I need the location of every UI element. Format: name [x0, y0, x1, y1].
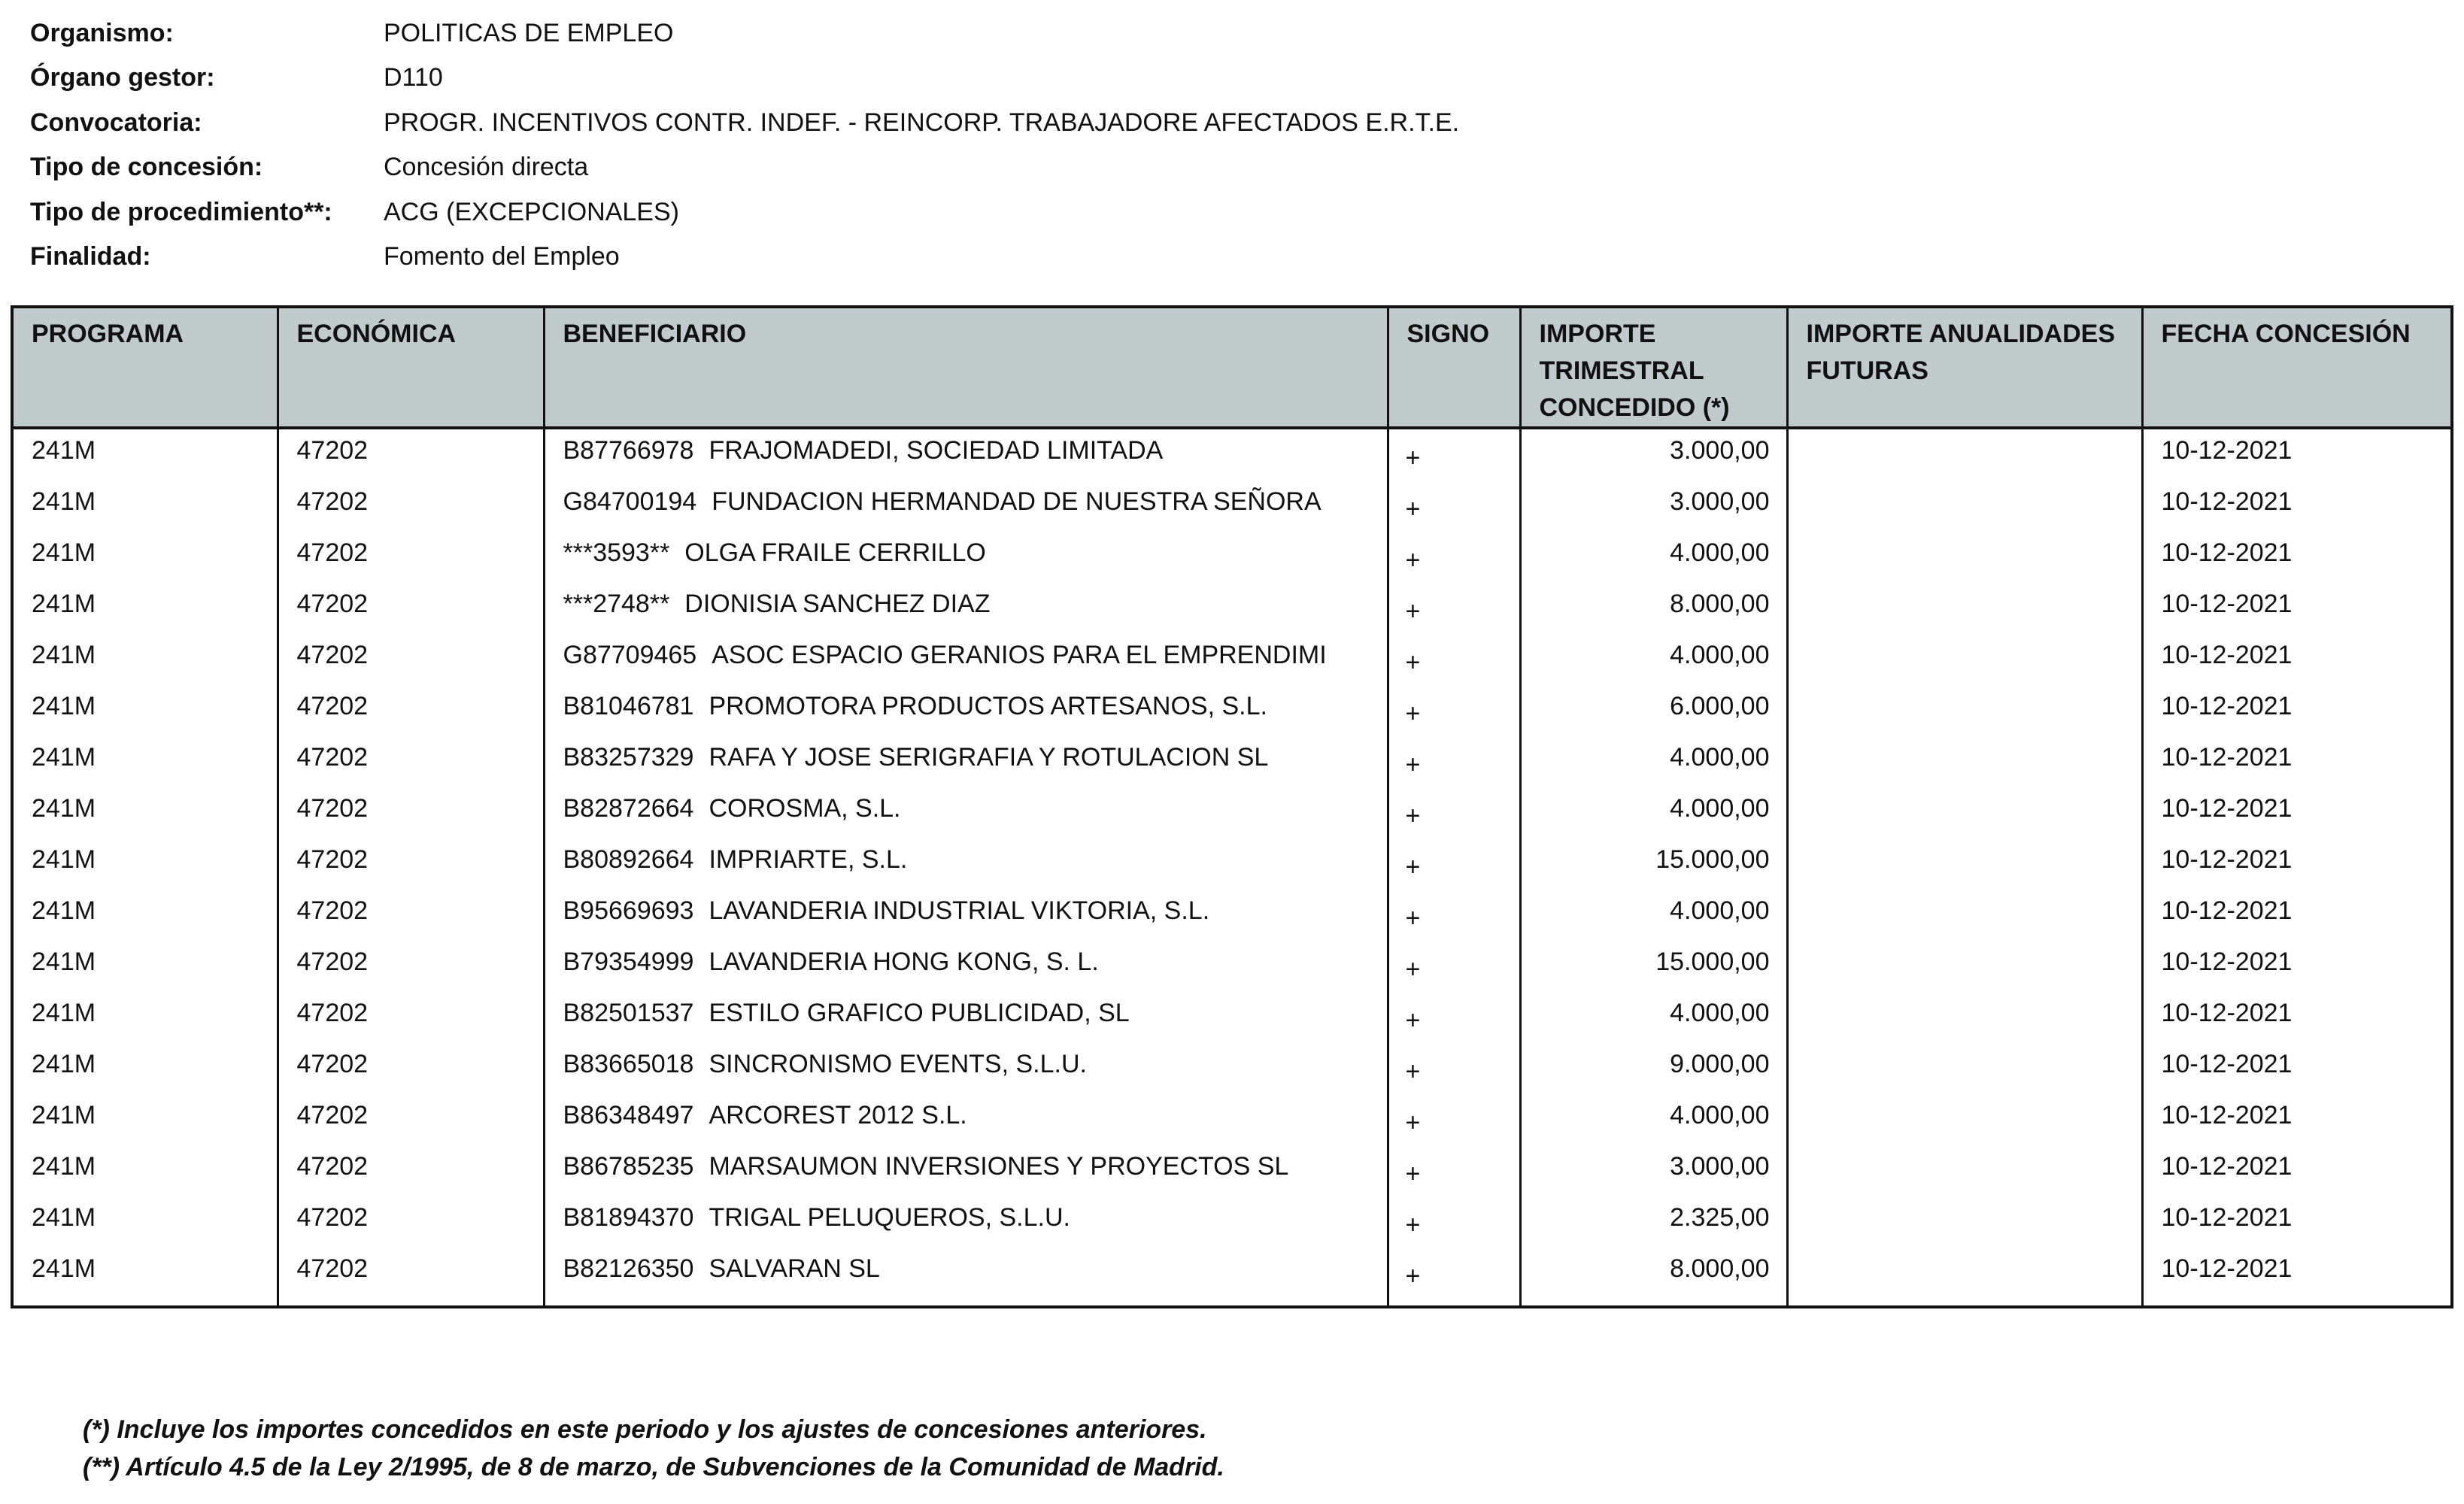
cell-importe-trimestral: 15.000,00 [1520, 941, 1787, 992]
beneficiary-id: B87766978 [563, 436, 694, 465]
cell-programa: 241M [12, 787, 278, 838]
beneficiary-id: B95669693 [563, 896, 694, 925]
cell-importe-trimestral: 6.000,00 [1520, 685, 1787, 736]
cell-economica: 47202 [278, 1248, 544, 1299]
cell-fecha-concesion: 10-12-2021 [2142, 532, 2452, 583]
beneficiary-name: SINCRONISMO EVENTS, S.L.U. [709, 1050, 1087, 1078]
table-row [12, 532, 2452, 583]
beneficiary-name: OLGA FRAILE CERRILLO [684, 538, 986, 567]
beneficiary-name: TRIGAL PELUQUEROS, S.L.U. [709, 1203, 1070, 1232]
cell-signo: + [1388, 634, 1520, 685]
cell-signo: + [1388, 787, 1520, 838]
cell-signo: + [1388, 1196, 1520, 1248]
cell-signo: + [1388, 1248, 1520, 1299]
cell-programa: 241M [12, 838, 278, 890]
table-row [12, 1094, 2452, 1145]
cell-importe-futuras [1787, 736, 2142, 787]
cell-importe-futuras [1787, 481, 2142, 532]
cell-beneficiario [544, 532, 1388, 583]
column-header-beneficiario: BENEFICIARIO [544, 307, 1388, 428]
table-row [12, 1196, 2452, 1248]
cell-programa: 241M [12, 1043, 278, 1094]
cell-importe-futuras [1787, 1145, 2142, 1196]
cell-importe-futuras [1787, 685, 2142, 736]
cell-importe-trimestral: 4.000,00 [1520, 992, 1787, 1043]
table-row [12, 481, 2452, 532]
beneficiary-id: ***3593** [563, 538, 670, 567]
cell-programa: 241M [12, 583, 278, 634]
beneficiary-name: FUNDACION HERMANDAD DE NUESTRA SEÑORA [712, 487, 1322, 516]
cell-economica: 47202 [278, 428, 544, 481]
cell-economica: 47202 [278, 890, 544, 941]
cell-importe-futuras [1787, 787, 2142, 838]
beneficiary-id: B83257329 [563, 743, 694, 772]
cell-signo: + [1388, 1043, 1520, 1094]
beneficiary-name: ESTILO GRAFICO PUBLICIDAD, SL [709, 999, 1130, 1027]
beneficiary-name: ARCOREST 2012 S.L. [709, 1101, 967, 1130]
beneficiary-name: FRAJOMADEDI, SOCIEDAD LIMITADA [709, 436, 1164, 465]
table-row [12, 428, 2452, 481]
cell-beneficiario [544, 890, 1388, 941]
cell-importe-futuras [1787, 428, 2142, 481]
cell-economica: 47202 [278, 736, 544, 787]
beneficiary-id: ***2748** [563, 590, 670, 618]
footnote-articulo: (**) Artículo 4.5 de la Ley 2/1995, de 8 de marzo, de Subvenciones de la Comunidad de Madrid. [83, 1453, 1224, 1481]
cell-signo: + [1388, 428, 1520, 481]
meta-row-organismo [30, 11, 1835, 56]
cell-economica: 47202 [278, 685, 544, 736]
meta-row-organo-gestor [30, 56, 1835, 101]
column-header-programa: PROGRAMA [12, 307, 278, 428]
cell-economica: 47202 [278, 787, 544, 838]
cell-programa: 241M [12, 1248, 278, 1299]
cell-importe-futuras [1787, 1196, 2142, 1248]
meta-label: Convocatoria: [30, 108, 202, 137]
cell-fecha-concesion: 10-12-2021 [2142, 992, 2452, 1043]
table-row [12, 1145, 2452, 1196]
meta-row-tipo-procedimiento [30, 190, 1835, 235]
meta-value: Concesión directa [384, 153, 589, 182]
cell-beneficiario [544, 428, 1388, 481]
beneficiary-name: MARSAUMON INVERSIONES Y PROYECTOS SL [709, 1152, 1289, 1181]
beneficiary-id: B86785235 [563, 1152, 694, 1181]
cell-importe-trimestral: 4.000,00 [1520, 1094, 1787, 1145]
meta-value: Fomento del Empleo [384, 242, 620, 271]
cell-fecha-concesion: 10-12-2021 [2142, 583, 2452, 634]
cell-signo: + [1388, 1145, 1520, 1196]
beneficiary-id: B86348497 [563, 1101, 694, 1130]
table-row [12, 890, 2452, 941]
cell-signo: + [1388, 992, 1520, 1043]
meta-value: ACG (EXCEPCIONALES) [384, 197, 679, 226]
table-row [12, 992, 2452, 1043]
cell-beneficiario [544, 1043, 1388, 1094]
cell-importe-trimestral: 4.000,00 [1520, 787, 1787, 838]
empty-cell [2142, 1299, 2452, 1307]
cell-programa: 241M [12, 685, 278, 736]
cell-fecha-concesion: 10-12-2021 [2142, 634, 2452, 685]
cell-fecha-concesion: 10-12-2021 [2142, 838, 2452, 890]
cell-economica: 47202 [278, 583, 544, 634]
beneficiary-id: B81894370 [563, 1203, 694, 1232]
cell-beneficiario [544, 838, 1388, 890]
cell-importe-trimestral: 3.000,00 [1520, 428, 1787, 481]
cell-importe-trimestral: 4.000,00 [1520, 634, 1787, 685]
empty-cell [278, 1299, 544, 1307]
footnote-importes: (*) Incluye los importes concedidos en este periodo y los ajustes de concesiones anteriores. [83, 1415, 1207, 1444]
table-row [12, 685, 2452, 736]
table-header-row [12, 307, 2452, 428]
cell-importe-futuras [1787, 838, 2142, 890]
cell-beneficiario [544, 787, 1388, 838]
empty-cell [544, 1299, 1388, 1307]
cell-programa: 241M [12, 532, 278, 583]
beneficiary-id: G87709465 [563, 641, 697, 669]
cell-importe-futuras [1787, 1043, 2142, 1094]
cell-programa: 241M [12, 1094, 278, 1145]
cell-importe-trimestral: 4.000,00 [1520, 532, 1787, 583]
meta-row-tipo-concesion [30, 145, 1835, 190]
meta-value: POLITICAS DE EMPLEO [384, 18, 674, 47]
column-header-signo: SIGNO [1388, 307, 1520, 428]
cell-beneficiario [544, 481, 1388, 532]
table-row [12, 1248, 2452, 1299]
cell-signo: + [1388, 941, 1520, 992]
meta-label: Finalidad: [30, 242, 151, 271]
cell-importe-trimestral: 8.000,00 [1520, 583, 1787, 634]
cell-economica: 47202 [278, 1043, 544, 1094]
beneficiary-id: B83665018 [563, 1050, 694, 1078]
cell-programa: 241M [12, 1145, 278, 1196]
meta-row-convocatoria [30, 100, 1835, 145]
cell-signo: + [1388, 838, 1520, 890]
cell-importe-trimestral: 3.000,00 [1520, 481, 1787, 532]
table-row [12, 787, 2452, 838]
meta-label: Órgano gestor: [30, 63, 215, 92]
cell-economica: 47202 [278, 992, 544, 1043]
cell-beneficiario [544, 992, 1388, 1043]
cell-beneficiario [544, 941, 1388, 992]
cell-programa: 241M [12, 481, 278, 532]
grants-table [11, 305, 2453, 1308]
cell-importe-trimestral: 4.000,00 [1520, 890, 1787, 941]
meta-label: Tipo de procedimiento**: [30, 197, 332, 226]
beneficiary-id: B82872664 [563, 794, 694, 823]
table-row [12, 736, 2452, 787]
beneficiary-name: IMPRIARTE, S.L. [709, 845, 908, 874]
beneficiary-name: ASOC ESPACIO GERANIOS PARA EL EMPRENDIMI [712, 641, 1327, 669]
cell-beneficiario [544, 634, 1388, 685]
cell-fecha-concesion: 10-12-2021 [2142, 481, 2452, 532]
cell-importe-futuras [1787, 583, 2142, 634]
cell-importe-trimestral: 4.000,00 [1520, 736, 1787, 787]
table-row [12, 634, 2452, 685]
beneficiary-id: G84700194 [563, 487, 697, 516]
cell-programa: 241M [12, 941, 278, 992]
cell-importe-trimestral: 9.000,00 [1520, 1043, 1787, 1094]
cell-importe-trimestral: 2.325,00 [1520, 1196, 1787, 1248]
beneficiary-name: RAFA Y JOSE SERIGRAFIA Y ROTULACION SL [709, 743, 1269, 772]
cell-economica: 47202 [278, 838, 544, 890]
cell-importe-futuras [1787, 1248, 2142, 1299]
cell-fecha-concesion: 10-12-2021 [2142, 890, 2452, 941]
empty-cell [1388, 1299, 1520, 1307]
cell-programa: 241M [12, 736, 278, 787]
cell-programa: 241M [12, 1196, 278, 1248]
cell-economica: 47202 [278, 941, 544, 992]
cell-fecha-concesion: 10-12-2021 [2142, 685, 2452, 736]
table-row [12, 1043, 2452, 1094]
cell-fecha-concesion: 10-12-2021 [2142, 787, 2452, 838]
cell-importe-futuras [1787, 941, 2142, 992]
cell-signo: + [1388, 890, 1520, 941]
column-header-importe-trimestral: IMPORTE TRIMESTRAL CONCEDIDO (*) [1520, 307, 1787, 428]
column-header-economica: ECONÓMICA [278, 307, 544, 428]
cell-economica: 47202 [278, 1094, 544, 1145]
cell-fecha-concesion: 10-12-2021 [2142, 1043, 2452, 1094]
beneficiary-id: B80892664 [563, 845, 694, 874]
cell-signo: + [1388, 685, 1520, 736]
meta-label: Organismo: [30, 18, 174, 47]
cell-beneficiario [544, 685, 1388, 736]
cell-fecha-concesion: 10-12-2021 [2142, 941, 2452, 992]
cell-programa: 241M [12, 428, 278, 481]
table-row [12, 941, 2452, 992]
cell-economica: 47202 [278, 634, 544, 685]
cell-importe-futuras [1787, 890, 2142, 941]
cell-beneficiario [544, 583, 1388, 634]
cell-economica: 47202 [278, 481, 544, 532]
document-metadata [30, 11, 1835, 279]
cell-importe-trimestral: 3.000,00 [1520, 1145, 1787, 1196]
beneficiary-id: B82501537 [563, 999, 694, 1027]
cell-importe-futuras [1787, 1094, 2142, 1145]
cell-signo: + [1388, 481, 1520, 532]
cell-importe-futuras [1787, 532, 2142, 583]
cell-fecha-concesion: 10-12-2021 [2142, 1145, 2452, 1196]
cell-programa: 241M [12, 634, 278, 685]
cell-importe-trimestral: 15.000,00 [1520, 838, 1787, 890]
cell-beneficiario [544, 1145, 1388, 1196]
column-header-importe-futuras: IMPORTE ANUALIDADES FUTURAS [1787, 307, 2142, 428]
beneficiary-id: B82126350 [563, 1254, 694, 1283]
empty-cell [1520, 1299, 1787, 1307]
beneficiary-name: DIONISIA SANCHEZ DIAZ [684, 590, 991, 618]
table-filler-row [12, 1299, 2452, 1307]
table-body [12, 428, 2452, 1307]
meta-value: D110 [384, 63, 443, 92]
cell-beneficiario [544, 736, 1388, 787]
cell-importe-futuras [1787, 634, 2142, 685]
empty-cell [1787, 1299, 2142, 1307]
beneficiary-id: B81046781 [563, 692, 694, 720]
beneficiary-id: B79354999 [563, 948, 694, 976]
meta-row-finalidad [30, 235, 1835, 280]
beneficiary-name: SALVARAN SL [709, 1254, 880, 1283]
meta-value: PROGR. INCENTIVOS CONTR. INDEF. - REINCORP. TRABAJADORE AFECTADOS E.R.T.E. [384, 108, 1460, 137]
table-row [12, 583, 2452, 634]
cell-beneficiario [544, 1248, 1388, 1299]
column-header-fecha-concesion: FECHA CONCESIÓN [2142, 307, 2452, 428]
cell-economica: 47202 [278, 1145, 544, 1196]
cell-importe-trimestral: 8.000,00 [1520, 1248, 1787, 1299]
beneficiary-name: LAVANDERIA INDUSTRIAL VIKTORIA, S.L. [709, 896, 1210, 925]
cell-fecha-concesion: 10-12-2021 [2142, 1094, 2452, 1145]
table-row [12, 838, 2452, 890]
cell-signo: + [1388, 1094, 1520, 1145]
cell-signo: + [1388, 532, 1520, 583]
cell-fecha-concesion: 10-12-2021 [2142, 736, 2452, 787]
beneficiary-name: COROSMA, S.L. [709, 794, 901, 823]
empty-cell [12, 1299, 278, 1307]
cell-economica: 47202 [278, 532, 544, 583]
cell-programa: 241M [12, 992, 278, 1043]
footnotes [83, 1411, 1224, 1486]
cell-signo: + [1388, 583, 1520, 634]
cell-economica: 47202 [278, 1196, 544, 1248]
cell-fecha-concesion: 10-12-2021 [2142, 1196, 2452, 1248]
cell-importe-futuras [1787, 992, 2142, 1043]
cell-beneficiario [544, 1094, 1388, 1145]
cell-fecha-concesion: 10-12-2021 [2142, 428, 2452, 481]
beneficiary-name: PROMOTORA PRODUCTOS ARTESANOS, S.L. [709, 692, 1267, 720]
cell-signo: + [1388, 736, 1520, 787]
cell-fecha-concesion: 10-12-2021 [2142, 1248, 2452, 1299]
cell-beneficiario [544, 1196, 1388, 1248]
beneficiary-name: LAVANDERIA HONG KONG, S. L. [709, 948, 1099, 976]
meta-label: Tipo de concesión: [30, 153, 263, 182]
cell-programa: 241M [12, 890, 278, 941]
